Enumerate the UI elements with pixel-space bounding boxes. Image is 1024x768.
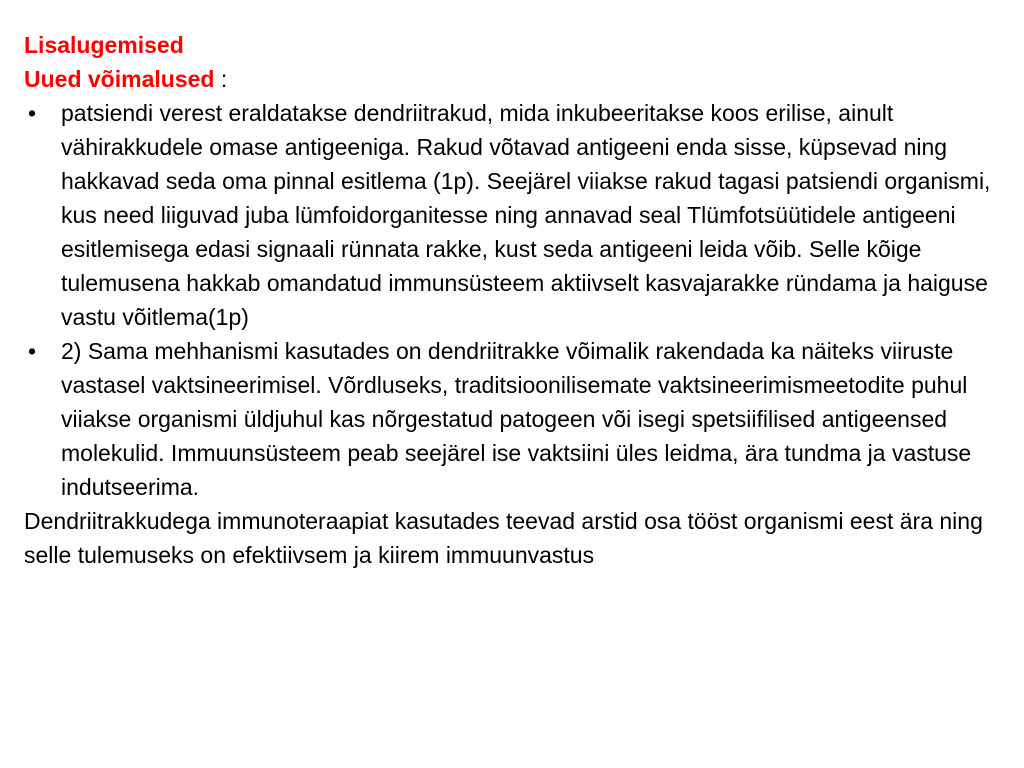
slide-subtitle: Uued võimalused bbox=[24, 66, 215, 92]
slide-subtitle-line bbox=[24, 62, 1004, 96]
conclusion-paragraph: Dendriitrakkudega immunoteraapiat kasutades teevad arstid osa tööst organismi eest ära ning selle tulemuseks on efektiivsem ja kiirem immuunvastus bbox=[24, 508, 983, 568]
bullet-icon: • bbox=[28, 100, 37, 126]
slide-title: Lisalugemised bbox=[24, 32, 184, 58]
bullet-icon: • bbox=[28, 338, 37, 364]
bullet-text: 2) Sama mehhanismi kasutades on dendriitrakke võimalik rakendada ka näiteks viiruste vastasel vaktsineerimisel. Võrdluseks, traditsioonilisemate vaktsineerimismeetodite puhul viiakse organismi üldjuhul kas nõrgestatud patogeen või isegi spetsiifilised antigeensed molekulid. Immuunsüsteem peab seejärel ise vaktsiini üles leidma, ära tundma ja vastuse indutseerima. bbox=[61, 338, 972, 500]
subtitle-colon: : bbox=[214, 66, 228, 92]
bullet-list bbox=[24, 96, 1004, 504]
list-item bbox=[24, 334, 1004, 504]
bullet-text: patsiendi verest eraldatakse dendriitrakud, mida inkubeeritakse koos erilise, ainult vähirakkudele omase antigeeniga. Rakud võtavad antigeeni enda sisse, küpsevad ning hakkavad seda oma pinnal esitlema (1p). Seejärel viiakse rakud tagasi patsiendi organismi, kus need liiguvad juba lümfoidorganitesse ning annavad seal Tlümfotsüütidele antigeeni esitlemisega edasi signaali rünnata rakke, kust seda antigeeni leida võib. Selle kõige tulemusena hakkab omandatud immunsüsteem aktiivselt kasvajarakke ründama ja haiguse vastu võitlema(1p) bbox=[61, 100, 991, 330]
slide-content bbox=[24, 28, 1004, 572]
list-item bbox=[24, 96, 1004, 334]
